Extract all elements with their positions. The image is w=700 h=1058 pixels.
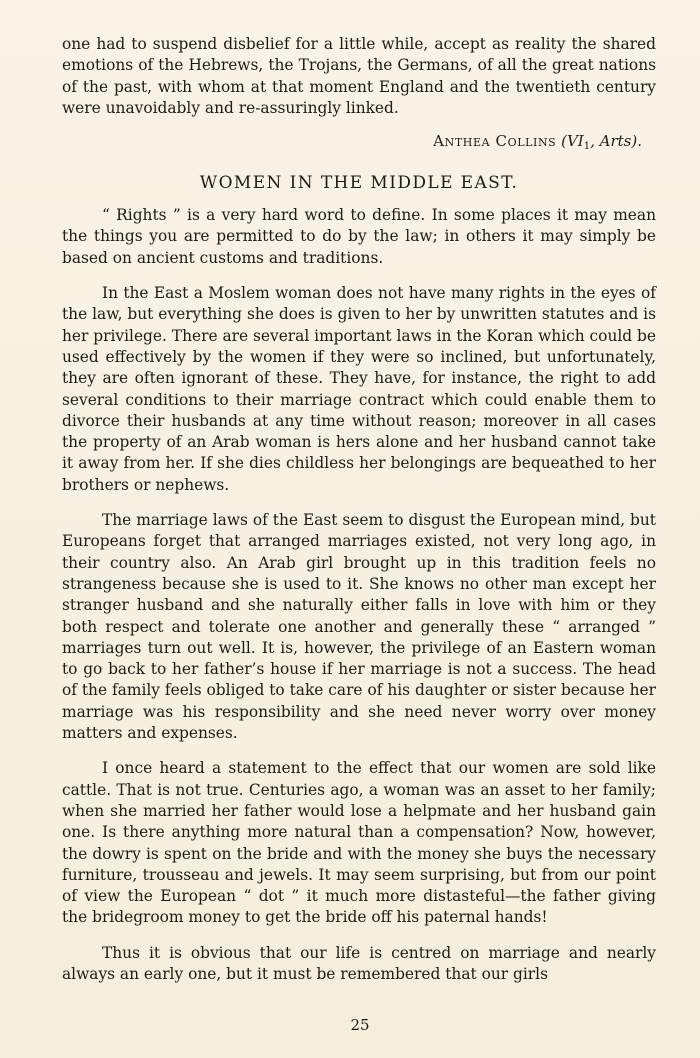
article-paragraph-4: I once heard a statement to the effect that our women are sold like cattle. That is not true. Centuries ago, a woman was an asset to her family; when she married her father would lose a helpmate and her husband gain one. Is there anything more natural than a compensation? Now, however, the dowry is spent on the bride and with the money she buys the necessary furniture, trousseau and jewels. It may seem surprising, but from our point of view the European “ dot ” it much more distasteful—the father giving the bridegroom money to get the bride off his paternal hands! — [62, 759, 656, 927]
article-paragraph-3: The marriage laws of the East seem to disgust the European mind, but Europeans forget that arranged marriages existed, not very long ago, in their country also. An Arab girl brought up in this tradition feels no strangeness because she is used to it. She knows no other man except her stranger husband and she naturally either falls in love with him or they both respect and tolerate one another and generally these “ arranged ” marriages turn out well. It is, however, the privilege of an Eastern woman to go back to her father’s house if her marriage is not a success. The head of the family feels obliged to take care of his daughter or sister because her marriage was his responsibility and she need never worry over money matters and expenses. — [62, 511, 656, 743]
author-signature — [62, 131, 656, 157]
continuation-paragraph: one had to suspend disbelief for a little while, accept as reality the shared emotions of the Hebrews, the Trojans, the Germans, of all the great nations of the past, with whom at that moment England and the twentieth century were unavoidably and re-assuringly linked. — [62, 35, 656, 117]
article-paragraph-5: Thus it is obvious that our life is centred on marriage and nearly always an early one, but it must be remembered that our girls — [62, 943, 656, 983]
author-class-prefix: (VI — [561, 132, 584, 151]
author-name: Anthea Collins — [433, 132, 557, 151]
author-class-suffix: Arts). — [594, 132, 642, 151]
author-class: ($VI_1$, Arts). — [561, 132, 642, 153]
article-paragraph-1: “ Rights ” is a very hard word to define. In some places it may mean the things you are permitted to do by the law; in others it may simply be based on ancient customs and traditions. — [62, 206, 656, 267]
article-title: WOMEN IN THE MIDDLE EAST. — [199, 173, 519, 194]
page-number: 25 — [350, 1016, 370, 1034]
author-class-subscript: 1 — [583, 141, 591, 153]
article-paragraph-2: In the East a Moslem woman does not have many rights in the eyes of the law, but everything she does is given to her by unwritten statutes and is her privilege. There are several important laws in the Koran which could be used effectively by the women if they were so inclined, but unfortunately, they are often ignorant of these. They have, for instance, the right to add several conditions to their marriage contract which could enable them to divorce their husbands at any time without reason; moreover in all cases the property of an Arab woman is hers alone and her husband cannot take it away from her. If she dies childless her belongings are bequeathed to her brothers or nephews. — [62, 284, 656, 494]
